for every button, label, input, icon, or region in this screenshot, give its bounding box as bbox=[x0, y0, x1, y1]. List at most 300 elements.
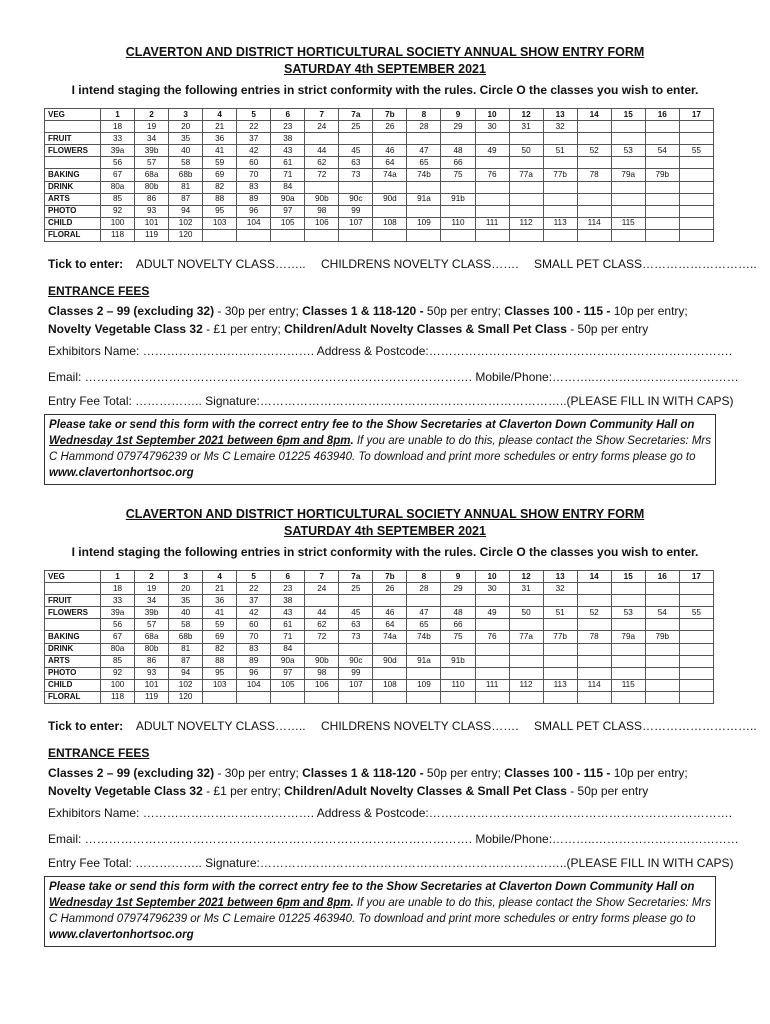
class-number-cell[interactable]: 58 bbox=[169, 157, 203, 169]
class-number-cell[interactable]: 68a bbox=[135, 169, 169, 181]
form-date: SATURDAY 4th SEPTEMBER 2021 bbox=[284, 62, 486, 76]
class-number-cell[interactable]: 109 bbox=[407, 679, 441, 691]
class-number-cell[interactable]: 79a bbox=[611, 631, 645, 643]
class-number-cell[interactable]: 119 bbox=[135, 229, 169, 241]
class-number-cell[interactable]: 105 bbox=[271, 679, 305, 691]
class-number-cell[interactable]: 90b bbox=[305, 193, 339, 205]
class-number-cell[interactable]: 59 bbox=[203, 157, 237, 169]
class-number-cell[interactable]: 84 bbox=[271, 643, 305, 655]
class-number-cell[interactable]: 102 bbox=[169, 217, 203, 229]
class-number-cell bbox=[203, 229, 237, 241]
class-number-cell[interactable]: 21 bbox=[203, 583, 237, 595]
class-number-cell[interactable]: 108 bbox=[373, 679, 407, 691]
class-number-cell[interactable]: 95 bbox=[203, 667, 237, 679]
class-number-cell bbox=[373, 691, 407, 703]
class-number-cell[interactable]: 40 bbox=[169, 607, 203, 619]
class-number-cell[interactable]: 79a bbox=[611, 169, 645, 181]
class-number-cell[interactable]: 14 bbox=[577, 571, 611, 583]
class-number-cell[interactable]: 57 bbox=[135, 157, 169, 169]
class-number-cell[interactable]: 54 bbox=[645, 145, 679, 157]
class-number-cell[interactable]: 36 bbox=[203, 133, 237, 145]
class-number-cell[interactable]: 65 bbox=[407, 157, 441, 169]
category-label: FLORAL bbox=[45, 229, 101, 241]
class-number-cell[interactable]: 4 bbox=[203, 109, 237, 121]
class-number-cell[interactable]: 70 bbox=[237, 169, 271, 181]
class-number-cell[interactable]: 80a bbox=[101, 181, 135, 193]
class-number-cell[interactable]: 90c bbox=[339, 655, 373, 667]
class-number-cell[interactable]: 57 bbox=[135, 619, 169, 631]
class-number-cell bbox=[679, 169, 713, 181]
class-number-cell[interactable]: 58 bbox=[169, 619, 203, 631]
childrens-novelty-option[interactable]: CHILDRENS NOVELTY CLASS……. bbox=[320, 257, 519, 271]
class-number-cell[interactable]: 93 bbox=[135, 205, 169, 217]
class-number-cell[interactable]: 35 bbox=[169, 595, 203, 607]
class-number-cell[interactable]: 107 bbox=[339, 217, 373, 229]
class-number-cell bbox=[679, 691, 713, 703]
class-number-cell bbox=[679, 619, 713, 631]
class-number-cell[interactable]: 69 bbox=[203, 631, 237, 643]
class-number-cell[interactable]: 15 bbox=[611, 571, 645, 583]
class-number-cell[interactable]: 108 bbox=[373, 217, 407, 229]
class-number-cell[interactable]: 74b bbox=[407, 631, 441, 643]
class-number-cell bbox=[611, 667, 645, 679]
class-number-cell[interactable]: 7b bbox=[373, 571, 407, 583]
class-number-cell[interactable]: 85 bbox=[101, 193, 135, 205]
class-number-cell[interactable]: 44 bbox=[305, 607, 339, 619]
class-number-cell[interactable]: 60 bbox=[237, 157, 271, 169]
class-number-cell[interactable]: 61 bbox=[271, 157, 305, 169]
class-number-cell[interactable]: 90d bbox=[373, 655, 407, 667]
class-number-cell[interactable]: 110 bbox=[441, 679, 475, 691]
class-number-cell[interactable]: 104 bbox=[237, 217, 271, 229]
class-number-cell[interactable]: 106 bbox=[305, 217, 339, 229]
class-number-cell[interactable]: 73 bbox=[339, 169, 373, 181]
class-number-cell[interactable]: 25 bbox=[339, 583, 373, 595]
class-number-cell[interactable]: 112 bbox=[509, 679, 543, 691]
class-number-cell[interactable]: 102 bbox=[169, 679, 203, 691]
class-number-cell[interactable]: 17 bbox=[679, 571, 713, 583]
class-number-cell[interactable]: 38 bbox=[271, 595, 305, 607]
childrens-novelty-option[interactable]: CHILDRENS NOVELTY CLASS……. bbox=[320, 719, 519, 733]
class-number-cell[interactable]: 93 bbox=[135, 667, 169, 679]
class-number-cell bbox=[475, 229, 509, 241]
class-number-cell[interactable]: 96 bbox=[237, 205, 271, 217]
class-number-cell[interactable]: 86 bbox=[135, 193, 169, 205]
class-number-cell[interactable]: 23 bbox=[271, 583, 305, 595]
class-number-cell[interactable]: 41 bbox=[203, 607, 237, 619]
class-number-cell[interactable]: 32 bbox=[543, 121, 577, 133]
class-number-cell[interactable]: 75 bbox=[441, 169, 475, 181]
class-number-cell[interactable]: 100 bbox=[101, 217, 135, 229]
class-number-cell[interactable]: 1 bbox=[101, 571, 135, 583]
class-number-cell[interactable]: 74b bbox=[407, 169, 441, 181]
class-number-cell[interactable]: 94 bbox=[169, 205, 203, 217]
class-number-cell[interactable]: 115 bbox=[611, 679, 645, 691]
class-number-cell[interactable]: 26 bbox=[373, 583, 407, 595]
class-number-cell[interactable]: 106 bbox=[305, 679, 339, 691]
class-number-cell[interactable]: 103 bbox=[203, 217, 237, 229]
class-number-cell[interactable]: 30 bbox=[475, 583, 509, 595]
class-number-cell[interactable]: 39b bbox=[135, 145, 169, 157]
class-number-cell[interactable]: 76 bbox=[475, 169, 509, 181]
class-number-cell[interactable]: 120 bbox=[169, 691, 203, 703]
class-number-cell[interactable]: 40 bbox=[169, 145, 203, 157]
class-number-cell[interactable]: 77b bbox=[543, 169, 577, 181]
class-number-cell[interactable]: 70 bbox=[237, 631, 271, 643]
class-number-cell[interactable]: 18 bbox=[101, 121, 135, 133]
class-number-cell[interactable]: 60 bbox=[237, 619, 271, 631]
class-number-cell[interactable]: 20 bbox=[169, 583, 203, 595]
class-number-cell[interactable]: 43 bbox=[271, 607, 305, 619]
class-number-cell[interactable]: 87 bbox=[169, 655, 203, 667]
class-number-cell bbox=[645, 595, 679, 607]
class-number-cell[interactable]: 89 bbox=[237, 193, 271, 205]
class-number-cell[interactable]: 67 bbox=[101, 169, 135, 181]
class-number-cell[interactable]: 62 bbox=[305, 619, 339, 631]
class-number-cell[interactable]: 48 bbox=[441, 145, 475, 157]
email-phone-field[interactable]: Email: ……………………………………………………………………………………. Mobile/Phone:………..……………………………… bbox=[48, 370, 739, 384]
class-number-cell[interactable]: 103 bbox=[203, 679, 237, 691]
class-number-cell[interactable]: 7a bbox=[339, 571, 373, 583]
class-number-cell[interactable]: 37 bbox=[237, 595, 271, 607]
class-number-cell bbox=[611, 691, 645, 703]
small-pet-option[interactable]: SMALL PET CLASS……………………….. bbox=[533, 257, 757, 271]
class-number-cell[interactable]: 95 bbox=[203, 205, 237, 217]
class-number-cell[interactable]: 78 bbox=[577, 169, 611, 181]
class-number-cell[interactable]: 16 bbox=[645, 571, 679, 583]
class-number-cell[interactable]: 98 bbox=[305, 667, 339, 679]
class-number-cell[interactable]: 32 bbox=[543, 583, 577, 595]
class-number-cell[interactable]: 34 bbox=[135, 133, 169, 145]
class-number-cell[interactable]: 52 bbox=[577, 607, 611, 619]
class-number-cell[interactable]: 114 bbox=[577, 679, 611, 691]
form-title: CLAVERTON AND DISTRICT HORTICULTURAL SOCIETY ANNUAL SHOW ENTRY FORM bbox=[125, 507, 645, 521]
class-number-cell bbox=[441, 181, 475, 193]
class-number-cell[interactable]: 51 bbox=[543, 607, 577, 619]
class-number-cell[interactable]: 37 bbox=[237, 133, 271, 145]
class-number-cell[interactable]: 97 bbox=[271, 667, 305, 679]
class-number-cell[interactable]: 68a bbox=[135, 631, 169, 643]
class-number-cell[interactable]: 8 bbox=[407, 109, 441, 121]
class-number-cell[interactable]: 114 bbox=[577, 217, 611, 229]
class-number-cell[interactable]: 91a bbox=[407, 193, 441, 205]
class-number-cell[interactable]: 77a bbox=[509, 169, 543, 181]
class-number-cell[interactable]: 115 bbox=[611, 217, 645, 229]
class-number-cell bbox=[543, 667, 577, 679]
class-number-cell[interactable]: 48 bbox=[441, 607, 475, 619]
class-number-cell[interactable]: 46 bbox=[373, 145, 407, 157]
class-number-cell[interactable]: 12 bbox=[509, 109, 543, 121]
class-number-cell[interactable]: 15 bbox=[611, 109, 645, 121]
novelty-tick-line bbox=[48, 257, 769, 271]
class-number-cell[interactable]: 7 bbox=[305, 109, 339, 121]
class-number-cell[interactable]: 64 bbox=[373, 157, 407, 169]
class-number-cell[interactable]: 22 bbox=[237, 583, 271, 595]
class-number-cell[interactable]: 88 bbox=[203, 655, 237, 667]
class-number-cell[interactable]: 112 bbox=[509, 217, 543, 229]
class-number-cell[interactable]: 30 bbox=[475, 121, 509, 133]
class-number-cell[interactable]: 4 bbox=[203, 571, 237, 583]
class-number-cell bbox=[577, 121, 611, 133]
class-number-cell[interactable]: 49 bbox=[475, 607, 509, 619]
class-number-cell[interactable]: 88 bbox=[203, 193, 237, 205]
class-number-cell[interactable]: 83 bbox=[237, 181, 271, 193]
class-number-cell[interactable]: 50 bbox=[509, 607, 543, 619]
class-number-cell[interactable]: 69 bbox=[203, 169, 237, 181]
class-number-cell[interactable]: 12 bbox=[509, 571, 543, 583]
class-number-cell[interactable]: 72 bbox=[305, 169, 339, 181]
class-number-cell[interactable]: 41 bbox=[203, 145, 237, 157]
class-number-cell[interactable]: 42 bbox=[237, 607, 271, 619]
class-number-cell[interactable]: 8 bbox=[407, 571, 441, 583]
class-number-cell[interactable]: 81 bbox=[169, 643, 203, 655]
class-number-cell[interactable]: 2 bbox=[135, 109, 169, 121]
category-label: BAKING bbox=[45, 631, 101, 643]
class-number-cell[interactable]: 59 bbox=[203, 619, 237, 631]
class-number-cell[interactable]: 25 bbox=[339, 121, 373, 133]
intent-statement: I intend staging the following entries in strict conformity with the rules. Circle O the classes you wish to enter. bbox=[71, 83, 699, 97]
class-number-cell[interactable]: 34 bbox=[135, 595, 169, 607]
class-number-cell[interactable]: 91a bbox=[407, 655, 441, 667]
class-number-cell[interactable]: 90d bbox=[373, 193, 407, 205]
class-number-cell[interactable]: 22 bbox=[237, 121, 271, 133]
class-number-cell[interactable]: 39b bbox=[135, 607, 169, 619]
class-number-cell[interactable]: 68b bbox=[169, 169, 203, 181]
class-number-cell[interactable]: 36 bbox=[203, 595, 237, 607]
class-number-cell[interactable]: 113 bbox=[543, 217, 577, 229]
class-number-cell[interactable]: 28 bbox=[407, 121, 441, 133]
class-number-cell[interactable]: 91b bbox=[441, 655, 475, 667]
class-number-cell bbox=[577, 619, 611, 631]
class-number-cell[interactable]: 90c bbox=[339, 193, 373, 205]
class-number-cell[interactable]: 47 bbox=[407, 145, 441, 157]
class-number-cell[interactable]: 113 bbox=[543, 679, 577, 691]
class-number-cell[interactable]: 5 bbox=[237, 109, 271, 121]
class-number-cell[interactable]: 47 bbox=[407, 607, 441, 619]
class-number-cell[interactable]: 31 bbox=[509, 583, 543, 595]
class-number-cell[interactable]: 16 bbox=[645, 109, 679, 121]
name-address-field[interactable]: Exhibitors Name: ……………………………………. Address & Postcode:…………………………………………………………………. bbox=[48, 806, 733, 820]
fee-signature-field[interactable]: Entry Fee Total: …………….. Signature:…………………………………………………………………..(PLEASE FILL IN WITH CAPS) bbox=[48, 394, 734, 408]
class-number-cell[interactable]: 97 bbox=[271, 205, 305, 217]
class-number-cell[interactable]: 6 bbox=[271, 571, 305, 583]
class-number-cell[interactable]: 110 bbox=[441, 217, 475, 229]
class-number-cell[interactable]: 43 bbox=[271, 145, 305, 157]
class-number-cell[interactable]: 65 bbox=[407, 619, 441, 631]
class-number-cell[interactable]: 111 bbox=[475, 679, 509, 691]
class-number-cell[interactable]: 80b bbox=[135, 181, 169, 193]
class-number-cell[interactable]: 90a bbox=[271, 193, 305, 205]
class-number-cell[interactable]: 89 bbox=[237, 655, 271, 667]
category-label bbox=[45, 583, 101, 595]
class-number-cell[interactable]: 13 bbox=[543, 109, 577, 121]
class-number-cell[interactable]: 50 bbox=[509, 145, 543, 157]
class-number-cell[interactable]: 73 bbox=[339, 631, 373, 643]
class-number-cell[interactable]: 1 bbox=[101, 109, 135, 121]
class-number-cell[interactable]: 77a bbox=[509, 631, 543, 643]
class-number-cell[interactable]: 74a bbox=[373, 169, 407, 181]
website-link[interactable]: www.clavertonhortsoc.org bbox=[49, 929, 194, 941]
class-number-cell[interactable]: 118 bbox=[101, 691, 135, 703]
class-number-cell[interactable]: 104 bbox=[237, 679, 271, 691]
class-number-cell[interactable]: 62 bbox=[305, 157, 339, 169]
class-number-cell[interactable]: 14 bbox=[577, 109, 611, 121]
class-number-cell[interactable]: 17 bbox=[679, 109, 713, 121]
class-number-cell[interactable]: 96 bbox=[237, 667, 271, 679]
class-number-cell[interactable]: 7 bbox=[305, 571, 339, 583]
class-number-cell[interactable]: 71 bbox=[271, 169, 305, 181]
class-number-cell[interactable]: 56 bbox=[101, 619, 135, 631]
class-number-cell[interactable]: 55 bbox=[679, 607, 713, 619]
class-number-cell bbox=[373, 643, 407, 655]
class-number-cell[interactable]: 99 bbox=[339, 667, 373, 679]
class-number-cell[interactable]: 53 bbox=[611, 145, 645, 157]
class-number-cell[interactable]: 54 bbox=[645, 607, 679, 619]
class-number-cell[interactable]: 66 bbox=[441, 619, 475, 631]
class-number-cell[interactable]: 7b bbox=[373, 109, 407, 121]
class-number-cell bbox=[645, 121, 679, 133]
class-number-cell[interactable]: 75 bbox=[441, 631, 475, 643]
class-number-cell[interactable]: 7a bbox=[339, 109, 373, 121]
class-number-cell[interactable]: 63 bbox=[339, 157, 373, 169]
class-number-cell[interactable]: 5 bbox=[237, 571, 271, 583]
adult-novelty-option[interactable]: ADULT NOVELTY CLASS…….. bbox=[135, 719, 306, 733]
class-number-cell[interactable]: 31 bbox=[509, 121, 543, 133]
class-number-cell[interactable]: 42 bbox=[237, 145, 271, 157]
class-number-cell[interactable]: 85 bbox=[101, 655, 135, 667]
class-number-cell[interactable]: 29 bbox=[441, 583, 475, 595]
class-number-cell[interactable]: 39a bbox=[101, 607, 135, 619]
class-number-cell[interactable]: 9 bbox=[441, 109, 475, 121]
class-number-cell[interactable]: 86 bbox=[135, 655, 169, 667]
class-number-cell[interactable]: 92 bbox=[101, 205, 135, 217]
class-number-cell[interactable]: 3 bbox=[169, 571, 203, 583]
class-number-cell[interactable]: 2 bbox=[135, 571, 169, 583]
class-number-cell[interactable]: 10 bbox=[475, 571, 509, 583]
class-number-cell[interactable]: 63 bbox=[339, 619, 373, 631]
adult-novelty-option[interactable]: ADULT NOVELTY CLASS…….. bbox=[135, 257, 306, 271]
class-number-cell[interactable]: 9 bbox=[441, 571, 475, 583]
class-number-cell[interactable]: 72 bbox=[305, 631, 339, 643]
class-number-cell[interactable]: 118 bbox=[101, 229, 135, 241]
class-number-cell bbox=[611, 181, 645, 193]
class-number-cell[interactable]: 52 bbox=[577, 145, 611, 157]
class-number-cell[interactable]: 105 bbox=[271, 217, 305, 229]
class-number-cell[interactable]: 45 bbox=[339, 145, 373, 157]
class-number-cell[interactable]: 19 bbox=[135, 583, 169, 595]
class-number-cell[interactable]: 64 bbox=[373, 619, 407, 631]
class-number-cell[interactable]: 49 bbox=[475, 145, 509, 157]
class-number-cell[interactable]: 101 bbox=[135, 679, 169, 691]
class-number-cell[interactable]: 80b bbox=[135, 643, 169, 655]
class-number-cell[interactable]: 35 bbox=[169, 133, 203, 145]
class-number-cell[interactable]: 80a bbox=[101, 643, 135, 655]
class-number-cell[interactable]: 53 bbox=[611, 607, 645, 619]
class-number-cell[interactable]: 76 bbox=[475, 631, 509, 643]
class-number-cell[interactable]: 82 bbox=[203, 643, 237, 655]
class-number-cell bbox=[679, 679, 713, 691]
class-number-cell[interactable]: 98 bbox=[305, 205, 339, 217]
class-number-cell[interactable]: 29 bbox=[441, 121, 475, 133]
class-number-cell[interactable]: 77b bbox=[543, 631, 577, 643]
class-number-cell[interactable]: 45 bbox=[339, 607, 373, 619]
class-number-cell[interactable]: 79b bbox=[645, 169, 679, 181]
class-number-cell[interactable]: 20 bbox=[169, 121, 203, 133]
class-number-cell[interactable]: 51 bbox=[543, 145, 577, 157]
class-number-cell[interactable]: 6 bbox=[271, 109, 305, 121]
class-number-cell[interactable]: 13 bbox=[543, 571, 577, 583]
class-number-cell bbox=[577, 667, 611, 679]
class-number-cell[interactable]: 21 bbox=[203, 121, 237, 133]
name-address-field[interactable]: Exhibitors Name: ……………………………………. Address & Postcode:…………………………………………………………………. bbox=[48, 344, 733, 358]
form-title: CLAVERTON AND DISTRICT HORTICULTURAL SOCIETY ANNUAL SHOW ENTRY FORM bbox=[125, 45, 645, 59]
class-number-cell[interactable]: 74a bbox=[373, 631, 407, 643]
class-number-cell[interactable]: 119 bbox=[135, 691, 169, 703]
class-number-cell[interactable]: 91b bbox=[441, 193, 475, 205]
class-number-cell[interactable]: 87 bbox=[169, 193, 203, 205]
class-number-cell[interactable]: 33 bbox=[101, 133, 135, 145]
class-number-cell[interactable]: 109 bbox=[407, 217, 441, 229]
class-number-cell[interactable]: 24 bbox=[305, 121, 339, 133]
class-number-cell[interactable]: 101 bbox=[135, 217, 169, 229]
class-number-cell[interactable]: 90b bbox=[305, 655, 339, 667]
class-number-cell[interactable]: 23 bbox=[271, 121, 305, 133]
class-number-cell[interactable]: 78 bbox=[577, 631, 611, 643]
novelty-tick-line bbox=[48, 719, 769, 733]
website-link[interactable]: www.clavertonhortsoc.org bbox=[49, 467, 194, 479]
class-number-cell[interactable]: 46 bbox=[373, 607, 407, 619]
submission-notice bbox=[44, 414, 716, 485]
class-number-cell[interactable]: 120 bbox=[169, 229, 203, 241]
class-number-cell[interactable]: 28 bbox=[407, 583, 441, 595]
class-number-cell[interactable]: 94 bbox=[169, 667, 203, 679]
class-number-cell[interactable]: 68b bbox=[169, 631, 203, 643]
small-pet-option[interactable]: SMALL PET CLASS……………………….. bbox=[533, 719, 757, 733]
class-number-cell[interactable]: 55 bbox=[679, 145, 713, 157]
class-number-cell[interactable]: 3 bbox=[169, 109, 203, 121]
class-number-cell[interactable]: 79b bbox=[645, 631, 679, 643]
class-number-cell[interactable]: 67 bbox=[101, 631, 135, 643]
class-number-cell[interactable]: 100 bbox=[101, 679, 135, 691]
class-number-cell[interactable]: 10 bbox=[475, 109, 509, 121]
class-number-cell[interactable]: 26 bbox=[373, 121, 407, 133]
class-number-cell[interactable]: 107 bbox=[339, 679, 373, 691]
class-number-cell bbox=[577, 643, 611, 655]
class-number-cell[interactable]: 19 bbox=[135, 121, 169, 133]
fee-signature-field[interactable]: Entry Fee Total: …………….. Signature:…………………………………………………………………..(PLEASE FILL IN WITH CAPS) bbox=[48, 856, 734, 870]
class-number-cell[interactable]: 44 bbox=[305, 145, 339, 157]
class-number-cell[interactable]: 99 bbox=[339, 205, 373, 217]
class-number-cell[interactable]: 66 bbox=[441, 157, 475, 169]
class-number-cell[interactable]: 111 bbox=[475, 217, 509, 229]
class-number-cell[interactable]: 33 bbox=[101, 595, 135, 607]
class-number-cell[interactable]: 24 bbox=[305, 583, 339, 595]
class-number-cell[interactable]: 71 bbox=[271, 631, 305, 643]
class-number-cell[interactable]: 38 bbox=[271, 133, 305, 145]
class-number-cell[interactable]: 90a bbox=[271, 655, 305, 667]
class-number-cell[interactable]: 61 bbox=[271, 619, 305, 631]
email-phone-field[interactable]: Email: ……………………………………………………………………………………. Mobile/Phone:………..……………………………… bbox=[48, 832, 739, 846]
class-number-cell[interactable]: 92 bbox=[101, 667, 135, 679]
class-number-cell[interactable]: 84 bbox=[271, 181, 305, 193]
class-number-cell bbox=[509, 181, 543, 193]
class-number-cell[interactable]: 18 bbox=[101, 583, 135, 595]
class-number-cell[interactable]: 56 bbox=[101, 157, 135, 169]
class-number-cell[interactable]: 81 bbox=[169, 181, 203, 193]
class-number-cell[interactable]: 82 bbox=[203, 181, 237, 193]
class-number-cell[interactable]: 39a bbox=[101, 145, 135, 157]
class-number-cell[interactable]: 83 bbox=[237, 643, 271, 655]
